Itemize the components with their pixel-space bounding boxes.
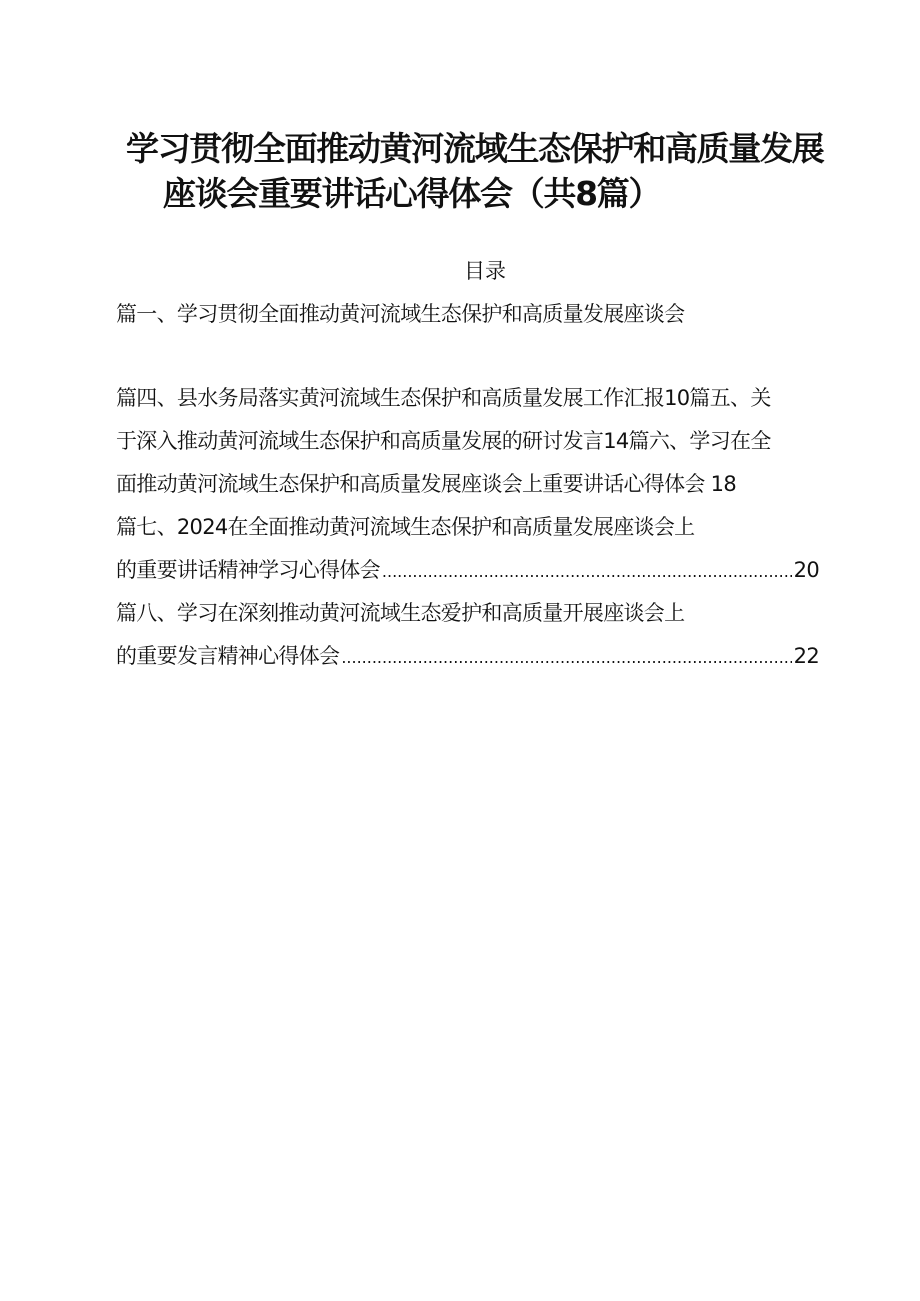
title-line-2: 座谈会重要讲话心得体会（共8篇） bbox=[163, 174, 661, 213]
title-line-1: 学习贯彻全面推动黄河流域生态保护和高质量发展 bbox=[126, 129, 824, 168]
toc-entry-6-page: 20 bbox=[793, 558, 819, 582]
document-title bbox=[118, 126, 858, 216]
toc-entry-4: 面推动黄河流域生态保护和高质量发展座谈会上重要讲话心得体会 18 bbox=[116, 472, 736, 496]
toc-entry-5: 篇七、2024在全面推动黄河流域生态保护和高质量发展座谈会上 bbox=[116, 515, 695, 539]
toc-entry-8 bbox=[116, 641, 819, 673]
toc-entry-2: 篇四、县水务局落实黄河流域生态保护和高质量发展工作汇报10篇五、关 bbox=[116, 386, 771, 410]
toc-entry-8-text: 的重要发言精神心得体会 bbox=[116, 644, 340, 668]
toc-entry-1: 篇一、学习贯彻全面推动黄河流域生态保护和高质量发展座谈会 bbox=[116, 302, 685, 326]
toc-entry-3: 于深入推动黄河流域生态保护和高质量发展的研讨发言14篇六、学习在全 bbox=[116, 429, 771, 453]
toc-heading: 目录 bbox=[464, 259, 506, 283]
toc-entry-6 bbox=[116, 555, 819, 587]
toc-entry-7: 篇八、学习在深刻推动黄河流域生态爱护和高质量开展座谈会上 bbox=[116, 601, 685, 625]
toc-entry-8-page: 22 bbox=[793, 644, 819, 668]
dot-leader bbox=[341, 643, 791, 673]
toc-entry-6-text: 的重要讲话精神学习心得体会 bbox=[116, 558, 380, 582]
dot-leader bbox=[382, 557, 792, 587]
